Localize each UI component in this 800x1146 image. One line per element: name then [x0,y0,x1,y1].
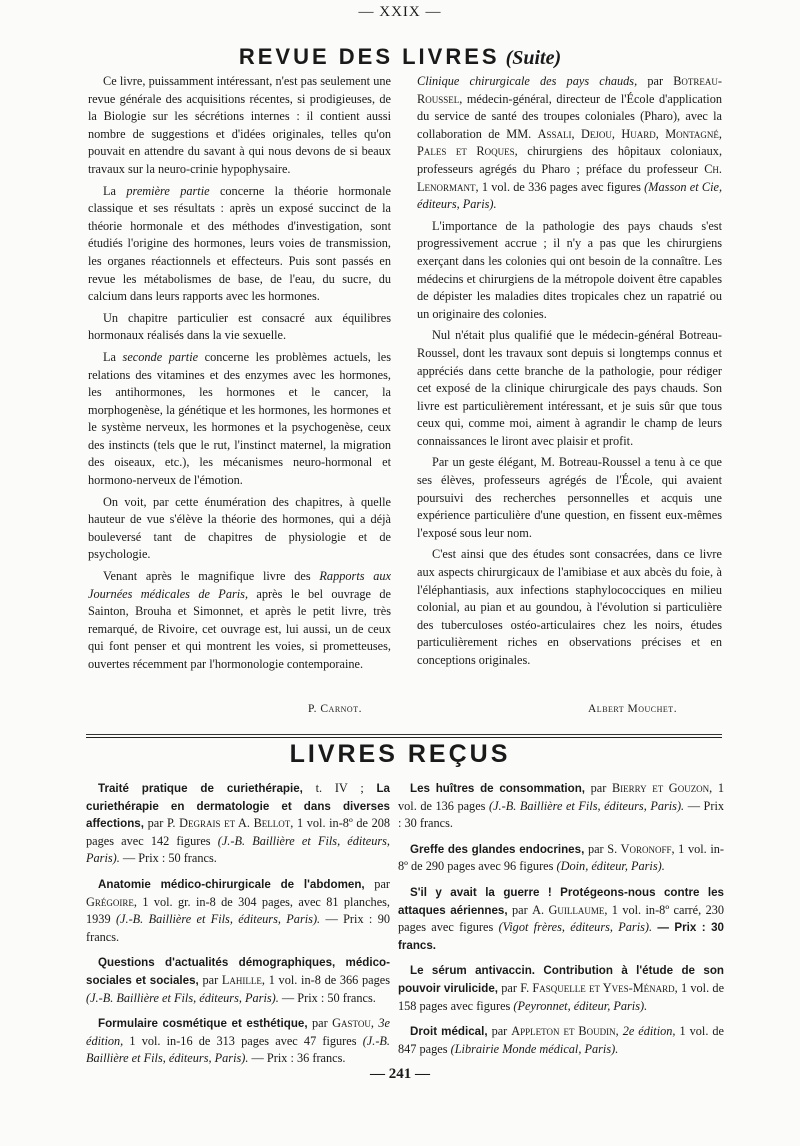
text-run: après le bel ouvrage de Sainton, Brouha et Simonnet, et après le petit livre, très remarqué, de Rivoire, cet ouvrage est, lui aussi, un de ceux qui font penser et qui montrent les voies, si prometteuses, ouvertes récemment par l'hormonologie contemporaine. [88,586,391,671]
text-run: par [590,781,607,795]
text-run: par [202,972,219,987]
book-title: Clinique chirurgicale des pays chauds, [417,74,638,88]
text-run: par [147,816,164,831]
volume-info: 1 vol. in-8º carré, 230 pages avec figures [398,902,725,935]
text-run: chirurgiens des hôpitaux coloniaux, professeurs agrégés du Pharo ; préface du professeur [417,144,723,176]
book-title: Formulaire cosmétique et esthétique, [98,1017,308,1031]
review-column-right [417,73,722,674]
author-name: Appleton et Boudin, [511,1024,619,1039]
text-run: concerne les problèmes actuels, les relations des vitamines et des enzymes avec les hormones, les antihormones, les hormones et le cancer, la morphogenèse, la génétique et les hormones, les hormones et le système nerveux, les hormones et la psychogenèse, ceux des instincts (tels que le rut, l'instinct maternel, la migration des oiseaux, etc.), les mécanismes neuro-hormonal et hormono-nerveux de l'émotion. [88,349,392,488]
author-name: S. Voronoff, [607,841,675,856]
roman-page-number: — XXIX — [358,4,442,20]
part-label: première partie [126,183,210,198]
author-name: Grégoire, [86,894,137,909]
volume-info: 1 vol. in-8º de 208 pages avec 142 figures [86,816,391,848]
price: — Prix : 50 francs. [281,990,376,1005]
publisher: (Librairie Monde médical, Paris). [450,1041,619,1056]
text-run: La [103,183,116,198]
divider-rule [86,734,722,735]
volume-info: 1 vol. in-16 de 313 pages avec 47 figures [129,1033,357,1048]
book-title: Droit médical, [410,1025,488,1039]
publisher: (Peyronnet, éditeur, Paris). [513,998,648,1013]
book-title: La curiethérapie en dermatologie et dans diverses affections, [86,782,390,831]
book-title: Greffe des glandes endocrines, [410,842,585,856]
received-book-entry [398,841,724,876]
text-run: médecin-général, directeur de l'École d'application du service de santé des troupes coloniales (Pharo), avec la collaboration de [417,91,722,141]
review-column-left [88,73,391,678]
received-column-left [86,780,390,1076]
publisher: (J.-B. Baillière et Fils, éditeurs, Paris). [86,1033,390,1066]
section-title-suffix: (Suite) [505,47,562,69]
book-title: Traité pratique de curiethérapie, [98,782,303,795]
volume-info: 1 vol. de 336 pages avec figures [481,179,641,194]
price: — Prix : 50 francs. [122,851,217,866]
review-paragraph [88,349,391,490]
text-run: MM. [506,126,532,141]
review-paragraph [88,568,391,674]
page-number: — 241 — [370,1066,430,1082]
price: — Prix : 90 francs. [86,912,390,944]
review-paragraph: On voit, par cette énumération des chapitres, à quelle hauteur de vue s'élève la théorie des hormones, qui a déjà bouleversé tant de chapitres de physiologie et de psychologie. [88,494,391,562]
part-label: seconde partie [122,349,199,364]
price: — Prix : 36 francs. [251,1051,346,1066]
book-title: S'il y avait la guerre ! Protégeons-nous contre les attaques aériennes, [398,885,724,917]
review-paragraph: C'est ainsi que des études sont consacrées, dans ce livre aux aspects chirurgicaux de l'amibiase et aux abcès du foie, à l'éléphantiasis, aux infections staphylococciques en milieu colonial, au pian et au goundou, à l'évolution si particulière des tuberculoses ostéo-articulaires chez les noirs, études particulièrement riches en observations précises et en conceptions originales. [417,547,722,667]
review-paragraph [88,183,391,306]
author-name: A. Guillaume, [532,902,608,917]
review-paragraph: L'importance de la pathologie des pays chauds s'est progressivement accrue ; il n'y a pas que les chirurgiens exerçant dans les colonies qui ont besoin de la connaître. Les médecins et chirurgiens de la métropole doivent être capables de dépister les maladies dites tropicales chez un rapatrié ou un originaire des colonies. [417,218,722,321]
edition: 3e édition, [86,1016,391,1048]
author-name: P. Degrais et A. Bellot, [166,816,294,831]
signature-left: P. Carnot. [308,703,362,715]
collaborator-names: Assali, Dejou, Huard, Montagné, Pales et Roques, [417,126,723,159]
signature-right: Albert Mouchet. [588,703,678,715]
text-run: par [491,1024,508,1039]
received-book-entry [398,780,724,833]
publisher: (Doin, éditeur, Paris). [556,859,665,874]
text-run: par [511,902,528,917]
publisher: (J.-B. Baillière et Fils, éditeurs, Paris). [489,798,685,813]
received-book-entry [86,780,390,868]
review-paragraph: Un chapitre particulier est consacré aux équilibres hormonaux réalisés dans la vie sexuelle. [88,310,391,343]
publisher: (J.-B. Baillière et Fils, éditeurs, Paris). [86,990,279,1005]
text-run: par [587,841,604,856]
section-title-revue [0,44,800,70]
book-title: Le sérum antivaccin. Contribution à l'étude de son pouvoir virulicide, [398,964,724,995]
received-book-entry [398,1023,724,1058]
divider-rule [86,737,722,738]
text-run: par [647,74,664,88]
text-run: concerne la théorie hormonale classique et ses résultats : après un exposé succinct de la théorie hormonale et des méthodes d'investigation, sont étudiés l'origine des hormones, leurs voies de transmission, les organes réactionnels et effecteurs. Puis sont passés en revue les métabolismes de base, de l'eau, du sucre, du calcium dans leurs rapports avec les hormones. [88,183,392,304]
received-book-entry [86,1015,390,1068]
text-run: Venant après le magnifique livre des [103,569,311,584]
author-name: Bierry et Gouzon, [611,781,713,795]
publisher: (Vigot frères, éditeurs, Paris). [498,920,653,935]
book-title: Les huîtres de consommation, [410,782,586,795]
received-book-entry [86,954,390,1007]
author-name: Gastou, [332,1016,374,1031]
volume-info: 1 vol. in-8º de 290 pages avec 96 figures [398,841,725,874]
received-book-entry [398,884,724,954]
publisher: (Masson et Cie, éditeurs, Paris). [417,179,723,212]
text-run: t. IV ; [315,781,364,795]
volume-info: 1 vol. de 136 pages [398,781,725,813]
publisher: (J.-B. Baillière et Fils, éditeurs, Paris). [86,833,390,866]
text-run: par [312,1016,328,1031]
preface-author: Ch. Lenormant, [417,161,722,194]
author-name: Botreau-Roussel, [417,74,723,106]
book-title: Rapports aux Journées médicales de Paris, [88,569,392,601]
section-title-livres-recus: LIVRES REÇUS [289,740,511,768]
price: — Prix : 30 francs. [398,921,724,952]
edition: 2e édition, [622,1024,676,1039]
publisher: (J.-B. Baillière et Fils, éditeurs, Paris). [115,912,321,927]
book-title: Anatomie médico-chirurgicale de l'abdomen, [98,877,365,891]
text-run: par [501,980,517,995]
received-column-right [398,780,724,1066]
author-name: F. Fasquelle et Yves-Ménard, [520,980,678,995]
received-book-entry [86,876,390,946]
volume-info: 1 vol. gr. in-8 de 304 pages, avec 81 planches, 1939 [86,894,391,927]
review-book-entry [417,73,722,214]
review-paragraph: Ce livre, puissamment intéressant, n'est pas seulement une revue générale des acquisitions récentes, si prodigieuses, de la Biologie sur les sécrétions internes : il contient aussi nombre de suggestions et d'idées originales, telles qu'on pouvait en attendre du savant à qui nous devons de si beaux travaux sur la neuro-crinie hypophysaire. [88,74,391,176]
review-paragraph: Nul n'était plus qualifié que le médecin-général Botreau-Roussel, dont les travaux sont depuis si longtemps connus et appréciés dans cette branche de la pathologie, pour rédiger cet exposé de la clinique chirurgicale des pays chauds. Son livre est particulièrement intéressant, et je suis sûr que tous ceux qui, comme moi, aiment à agrandir le champ de leurs connaissances le liront avec plaisir et profit. [417,328,722,448]
price: — Prix : 30 francs. [398,798,725,831]
volume-info: 1 vol. de 158 pages avec figures [398,980,725,1013]
text-run: La [103,349,116,364]
text-run: par [374,876,390,891]
volume-info: 1 vol. in-8 de 366 pages [268,972,391,987]
review-paragraph: Par un geste élégant, M. Botreau-Roussel a tenu à ce que ses élèves, professeurs agrégés de l'École, qui avaient poursuivi des recherches personnelles et acquis une expérience particulière d'une question, en fissent eux-mêmes l'exposé sous leur nom. [417,455,722,540]
author-name: Lahille, [221,972,265,987]
received-book-entry [398,962,724,1015]
section-title-text: REVUE DES LIVRES [238,44,500,69]
book-title: Questions d'actualités démographiques, médico-sociales et sociales, [86,956,390,987]
volume-info: 1 vol. de 847 pages [398,1024,724,1056]
